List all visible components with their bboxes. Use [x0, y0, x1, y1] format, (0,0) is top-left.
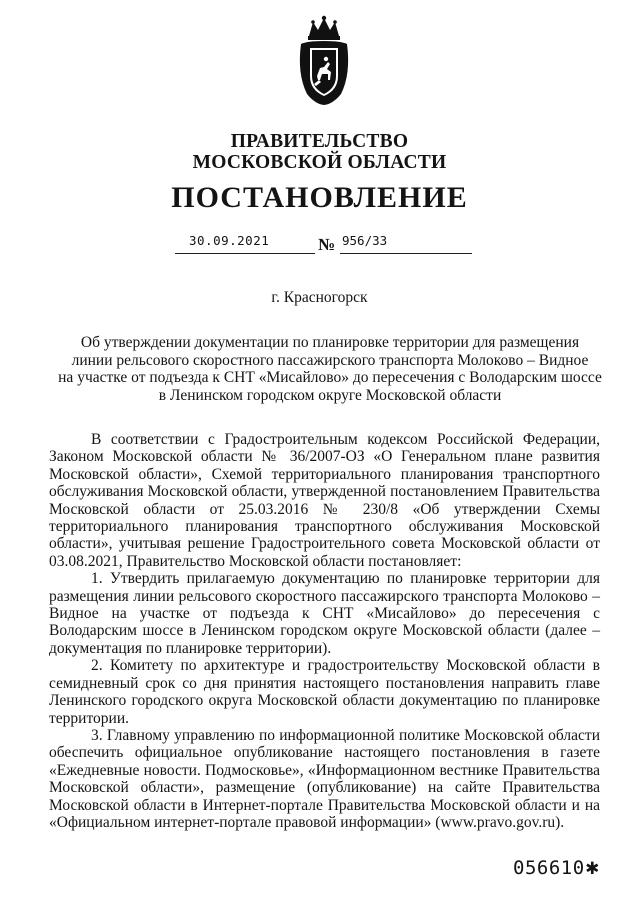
clause-2-paragraph: 2. Комитету по архитектуре и градостроительству Московской области в семидневный срок со дня принятия настоящего постановления направить главе Ленинского городского округа Московской области документацию по планировке территории. [49, 657, 600, 727]
document-date: 30.09.2021 [189, 233, 270, 248]
preamble-paragraph: В соответствии с Градостроительным кодексом Российской Федерации, Законом Московской области № 36/2007-ОЗ «О Генеральном плане развития Московской области», Схемой территориального планирования транспортного обслуживания Московской области, утвержденной постановлением Правительства Московской области от 25.03.2016 № 230/8 «Об утверждении Схемы территориального планирования транспортного обслуживания Московской области», учитывая решение Градостроительного совета Московской области от 03.08.2021, Правительство Московской области постановляет: [49, 431, 600, 570]
title-line: Об утверждении документации по планировке территории для размещения [80, 334, 580, 351]
clause-3-paragraph: 3. Главному управлению по информационной политике Московской области обеспечить официальное опубликование настоящего постановления в газете «Ежедневные новости. Подмосковье», «Информационном вестнике Правительства Московской области», размещение (опубликование) на сайте Правительства Московской области в Интернет-портале Правительства Московской области и на «Официальном интернет-портале правовой информации» (www.pravo.gov.ru). [49, 726, 600, 831]
number-field [340, 233, 472, 254]
document-type-heading: ПОСТАНОВЛЕНИЕ [171, 181, 468, 214]
authority-name-line1: ПРАВИТЕЛЬСТВО [230, 131, 409, 152]
document-body [49, 431, 600, 831]
serial-number: 056610 [513, 857, 585, 879]
place-of-issue: г. Красногорск [271, 289, 368, 306]
number-sign: № [318, 235, 336, 254]
coat-of-arms-emblem [295, 14, 353, 106]
clause-1-paragraph: 1. Утвердить прилагаемую документацию по планировке территории для размещения линии рельсового скоростного пассажирского транспорта Молоково – Видное на участке от подъезда к СНТ «Мисайлово» до пересечения с Володарским шоссе в Ленинском городском округе Московской области (далее – документация по планировке территории). [49, 570, 600, 657]
title-line: на участке от подъезда к СНТ «Мисайлово» до пересечения с Володарским шоссе [58, 369, 602, 386]
date-field [175, 233, 315, 254]
document-number: 956/33 [342, 233, 388, 248]
authority-name-line2: МОСКОВСКОЙ ОБЛАСТИ [192, 152, 447, 173]
title-line: линии рельсового скоростного пассажирского транспорта Молоково – Видное [71, 351, 589, 369]
asterisk-mark-icon: ✱ [585, 855, 600, 880]
serial-number-stamp [513, 855, 599, 880]
title-line: в Ленинском городском округе Московской области [158, 386, 502, 404]
document-title [40, 334, 620, 404]
